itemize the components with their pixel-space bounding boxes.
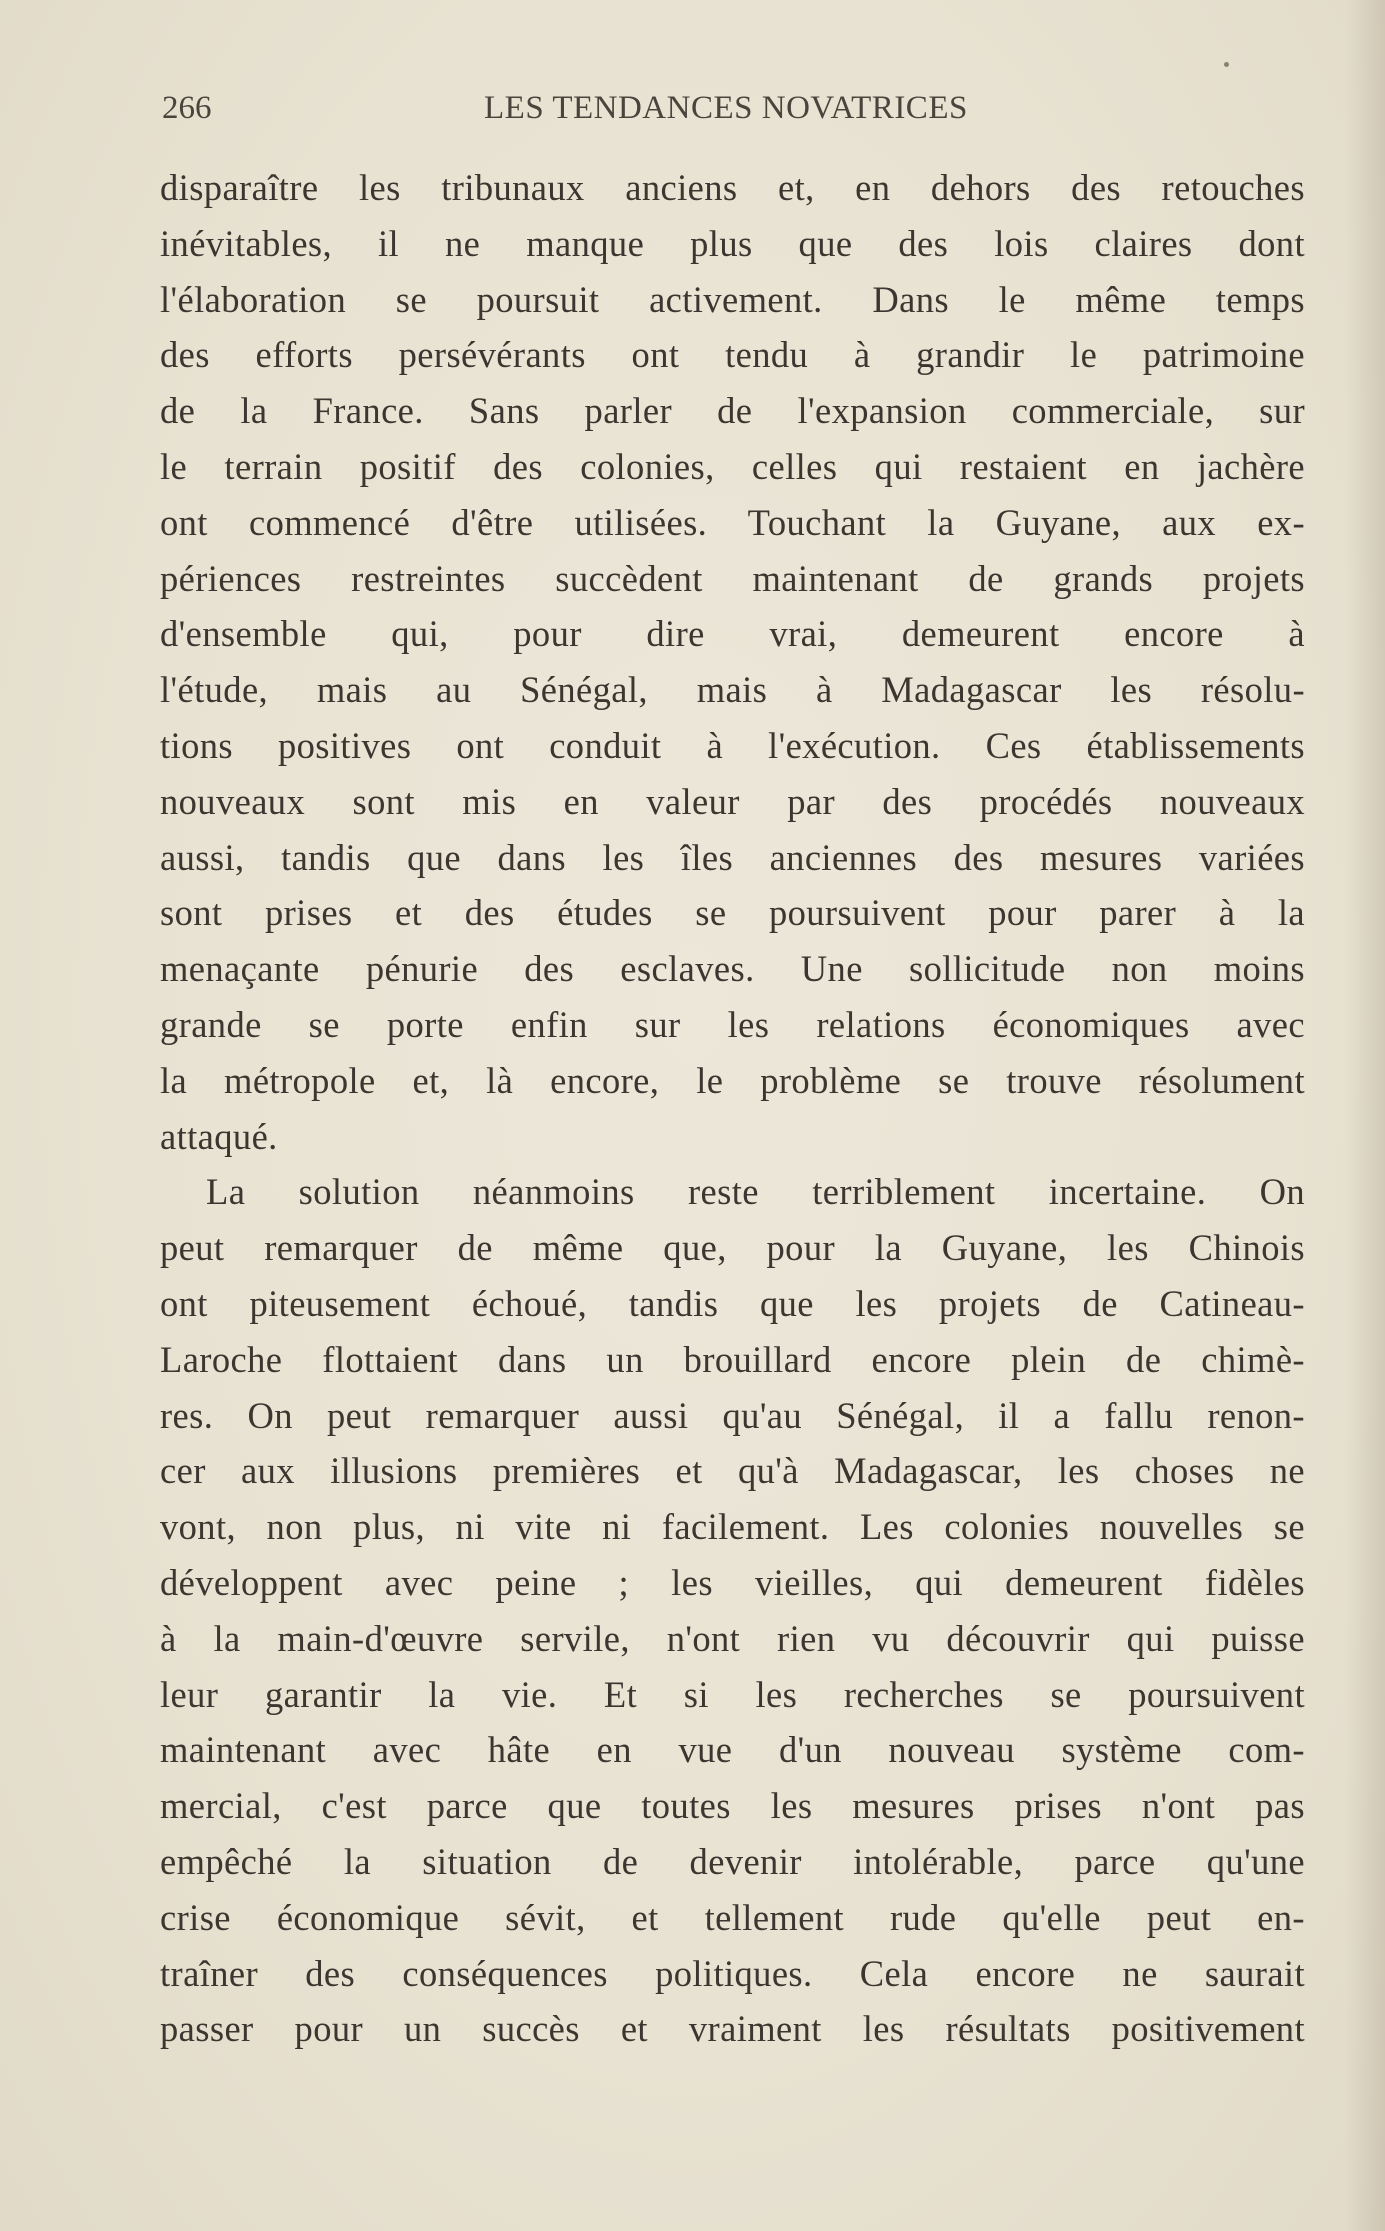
text-line: traîner des conséquences politiques. Cela encore ne saurait (160, 1952, 1305, 1994)
running-header (162, 90, 1302, 130)
text-line: grande se porte enfin sur les relations économiques avec (160, 1003, 1305, 1045)
text-line: inévitables, il ne manque plus que des lois claires dont (160, 222, 1305, 264)
text-line: vont, non plus, ni vite ni facilement. Les colonies nouvelles se (160, 1506, 1305, 1548)
text-line: leur garantir la vie. Et si les recherches se poursuivent (160, 1673, 1305, 1715)
text-line: périences restreintes succèdent maintenant de grands projets (160, 557, 1305, 599)
text-line: tions positives ont conduit à l'exécution. Ces établissements (160, 724, 1305, 766)
text-line: res. On peut remarquer aussi qu'au Sénégal, il a fallu renon- (160, 1394, 1305, 1436)
text-line: de la France. Sans parler de l'expansion commerciale, sur (160, 390, 1305, 432)
text-line: menaçante pénurie des esclaves. Une sollicitude non moins (160, 948, 1305, 990)
paragraph-2 (160, 1164, 1305, 2057)
text-line: le terrain positif des colonies, celles qui restaient en jachère (160, 445, 1305, 487)
running-title: LES TENDANCES NOVATRICES (484, 90, 968, 126)
text-line: peut remarquer de même que, pour la Guyane, les Chinois (160, 1227, 1305, 1269)
paragraph-1 (160, 160, 1305, 1164)
text-line: attaqué. (160, 1115, 278, 1157)
text-line: mercial, c'est parce que toutes les mesures prises n'ont pas (160, 1785, 1305, 1827)
page-number: 266 (162, 90, 212, 126)
text-line: ont piteusement échoué, tandis que les projets de Catineau- (160, 1282, 1305, 1324)
text-line: ont commencé d'être utilisées. Touchant la Guyane, aux ex- (160, 501, 1305, 543)
text-line: à la main-d'œuvre servile, n'ont rien vu découvrir qui puisse (160, 1617, 1305, 1659)
text-line: des efforts persévérants ont tendu à grandir le patrimoine (160, 334, 1305, 376)
text-line: La solution néanmoins reste terriblement incertaine. On (206, 1171, 1305, 1213)
text-line: empêché la situation de devenir intolérable, parce qu'une (160, 1840, 1305, 1882)
text-line: nouveaux sont mis en valeur par des procédés nouveaux (160, 780, 1305, 822)
text-line: développent avec peine ; les vieilles, qui demeurent fidèles (160, 1561, 1305, 1603)
text-line: aussi, tandis que dans les îles anciennes des mesures variées (160, 836, 1305, 878)
body-text (160, 160, 1305, 2057)
page-edge-shadow (1345, 0, 1385, 2231)
text-line: la métropole et, là encore, le problème se trouve résolument (160, 1059, 1305, 1101)
text-line: crise économique sévit, et tellement rude qu'elle peut en- (160, 1896, 1305, 1938)
text-line: passer pour un succès et vraiment les résultats positivement (160, 2008, 1305, 2050)
text-line: cer aux illusions premières et qu'à Madagascar, les choses ne (160, 1450, 1305, 1492)
text-line: l'étude, mais au Sénégal, mais à Madagascar les résolu- (160, 669, 1305, 711)
paper-speck (1224, 62, 1229, 67)
text-line: Laroche flottaient dans un brouillard encore plein de chimè- (160, 1338, 1305, 1380)
text-line: d'ensemble qui, pour dire vrai, demeurent encore à (160, 613, 1305, 655)
text-line: disparaître les tribunaux anciens et, en dehors des retouches (160, 167, 1305, 208)
text-line: sont prises et des études se poursuivent pour parer à la (160, 892, 1305, 934)
text-line: l'élaboration se poursuit activement. Dans le même temps (160, 278, 1305, 320)
text-line: maintenant avec hâte en vue d'un nouveau système com- (160, 1729, 1305, 1771)
